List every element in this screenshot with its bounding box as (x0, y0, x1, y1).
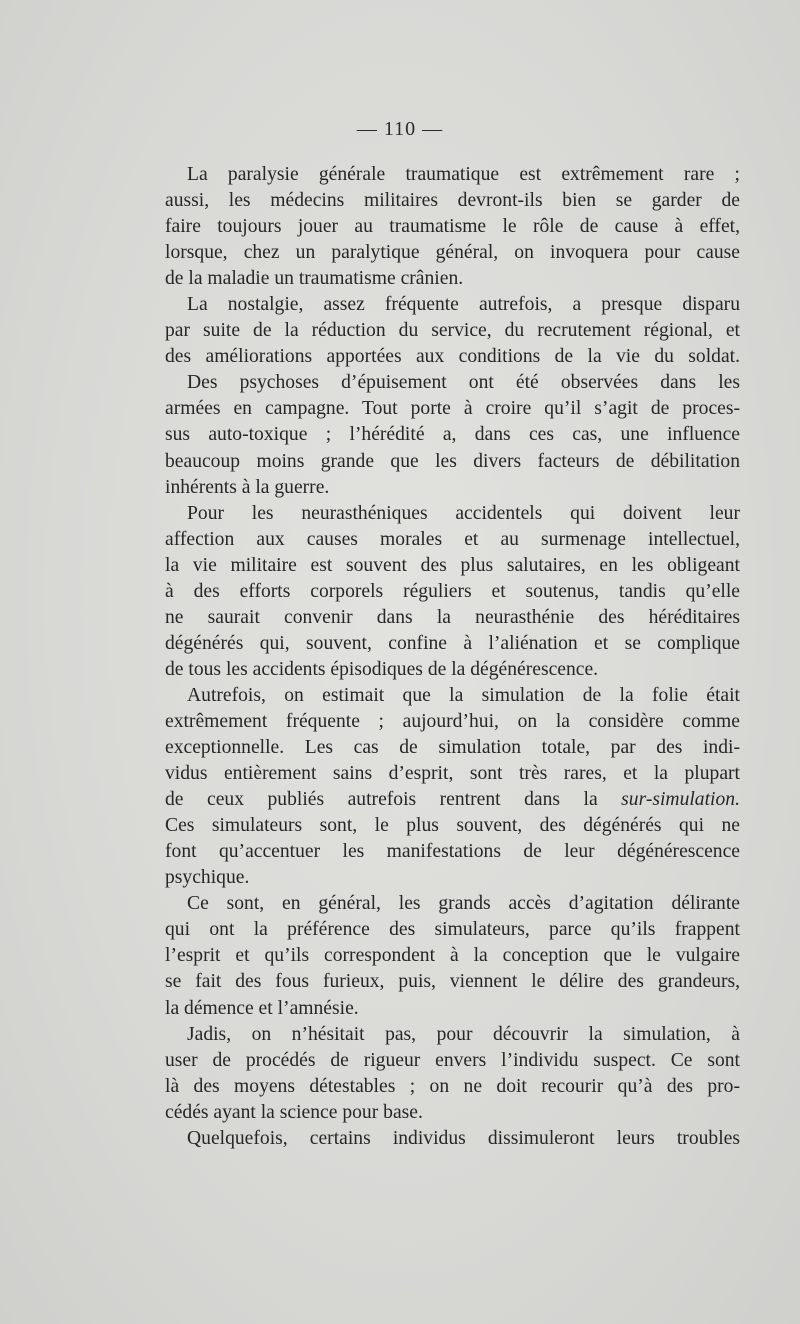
paragraph-agitation (165, 891, 740, 1021)
text-line: affection aux causes morales et au surmenage intellectuel, (165, 528, 740, 550)
text-line: de tous les accidents épisodiques de la dégénérescence. (165, 658, 599, 680)
text-line: cédés ayant la science pour base. (165, 1101, 423, 1123)
text-line: Pour les neurasthéniques accidentels qui doivent leur (187, 502, 740, 524)
text-line: ne saurait convenir dans la neurasthénie des héréditaires (165, 606, 740, 628)
text-line: extrêmement fréquente ; aujourd’hui, on la considère comme (165, 710, 740, 732)
text-line: La paralysie générale traumatique est extrêmement rare ; (187, 164, 740, 185)
text-line: là des moyens détestables ; on ne doit recourir qu’à des pro- (165, 1075, 740, 1097)
text-line: faire toujours jouer au traumatisme le rôle de cause à effet, (165, 216, 740, 238)
paragraph-neurasthenics (165, 501, 740, 683)
page-number: — 110 — (356, 118, 444, 140)
text-line: lorsque, chez un paralytique général, on invoquera pour cause (165, 242, 740, 264)
text-line: qui ont la préférence des simulateurs, parce qu’ils frappent (165, 919, 740, 941)
text-line-with-italic (165, 787, 740, 813)
text-line: par suite de la réduction du service, du recrutement régional, et (165, 320, 740, 342)
text-line: l’esprit et qu’ils correspondent à la conception que le vulgaire (165, 945, 740, 967)
text-line: user de procédés de rigueur envers l’individu suspect. Ce sont (165, 1049, 740, 1071)
text-segment: de ceux publiés autrefois rentrent dans la (165, 789, 622, 811)
text-line: font qu’accentuer les manifestations de leur dégénérescence (165, 841, 740, 863)
paragraph-simulation (165, 683, 740, 891)
paragraph-dissimulation (165, 1126, 740, 1152)
text-line: à des efforts corporels réguliers et soutenus, tandis qu’elle (165, 580, 740, 602)
text-line: aussi, les médecins militaires devront-ils bien se garder de (165, 190, 740, 212)
text-line: des améliorations apportées aux conditions de la vie du soldat. (165, 346, 740, 368)
text-line: vidus entièrement sains d’esprit, sont très rares, et la plupart (165, 763, 740, 785)
text-line: La nostalgie, assez fréquente autrefois, a presque disparu (187, 294, 740, 316)
text-line: beaucoup moins grande que les divers facteurs de débilitation (165, 450, 740, 472)
body-text (165, 162, 740, 1152)
text-line: Ce sont, en général, les grands accès d’agitation délirante (187, 893, 740, 915)
text-line: Des psychoses d’épuisement ont été observées dans les (187, 372, 740, 394)
text-line: Ces simulateurs sont, le plus souvent, des dégénérés qui ne (165, 815, 740, 837)
paragraph-nostalgia (165, 292, 740, 370)
text-line: psychique. (165, 867, 250, 889)
text-line: de la maladie un traumatisme crânien. (165, 268, 464, 290)
text-line: sus auto-toxique ; l’hérédité a, dans ces cas, une influence (165, 424, 740, 446)
text-line: Jadis, on n’hésitait pas, pour découvrir la simulation, à (187, 1023, 740, 1045)
italic-term-sur-simulation: sur-simulation. (621, 789, 740, 811)
text-line: dégénérés qui, souvent, confine à l’aliénation et se complique (165, 632, 740, 654)
paragraph-exhaustion-psychoses (165, 370, 740, 500)
text-line: la démence et l’amnésie. (165, 997, 359, 1019)
text-line: exceptionnelle. Les cas de simulation totale, par des indi- (165, 737, 740, 759)
text-line: Quelquefois, certains individus dissimuleront leurs troubles (187, 1127, 740, 1149)
text-line: se fait des fous furieux, puis, viennent le délire des grandeurs, (165, 971, 740, 993)
paragraph-methods (165, 1022, 740, 1126)
text-line: Autrefois, on estimait que la simulation de la folie était (187, 684, 740, 706)
text-line: inhérents à la guerre. (165, 476, 330, 498)
text-line: armées en campagne. Tout porte à croire qu’il s’agit de proces- (165, 398, 740, 420)
paragraph-traumatic-paralysis (165, 162, 740, 292)
text-line: la vie militaire est souvent des plus salutaires, en les obligeant (165, 554, 740, 576)
